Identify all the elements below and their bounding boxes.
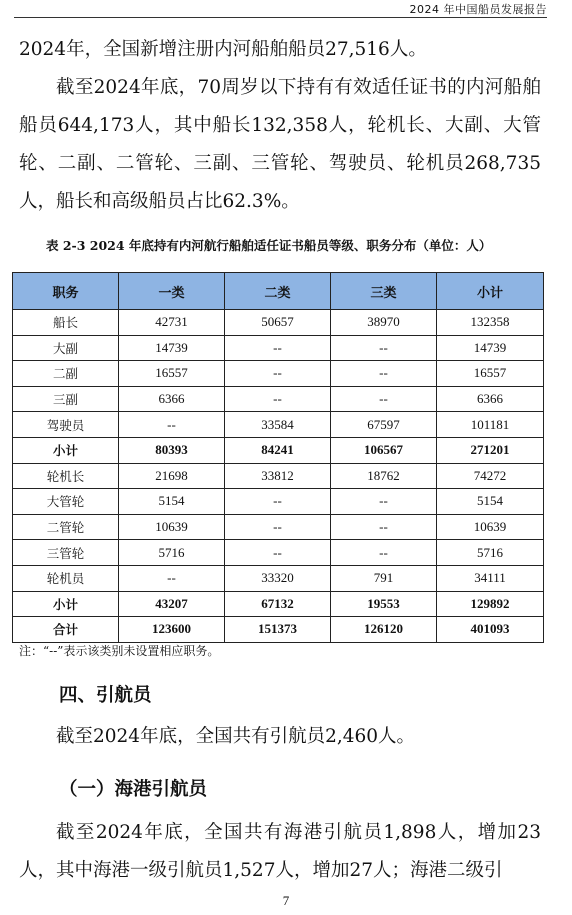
table-note: 注：“--”表示该类别未设置相应职务。: [19, 644, 220, 658]
cell-position: 三副: [13, 386, 119, 412]
cell-position: 合计: [13, 617, 119, 643]
cell-subtotal: 10639: [437, 514, 544, 540]
cell-class-2: --: [225, 540, 331, 566]
cell-class-3: 126120: [331, 617, 437, 643]
cell-class-3: --: [331, 489, 437, 515]
cell-position: 三管轮: [13, 540, 119, 566]
column-header-class-1: 一类: [119, 273, 225, 310]
cell-class-2: 33320: [225, 565, 331, 591]
cell-class-1: 14739: [119, 335, 225, 361]
cell-class-3: --: [331, 540, 437, 566]
table-row: [13, 412, 544, 438]
cell-class-2: --: [225, 514, 331, 540]
cell-class-3: --: [331, 335, 437, 361]
table-row: [13, 335, 544, 361]
cell-class-1: 5154: [119, 489, 225, 515]
cell-position: 大副: [13, 335, 119, 361]
paragraph-pilots-total: 截至2024年底，全国共有引航员2,460人。: [56, 726, 416, 747]
cell-subtotal: 129892: [437, 591, 544, 617]
cell-position: 轮机长: [13, 463, 119, 489]
cell-class-1: 42731: [119, 310, 225, 336]
cell-position: 二管轮: [13, 514, 119, 540]
table-row: [13, 310, 544, 336]
cell-class-3: --: [331, 514, 437, 540]
table-row: [13, 514, 544, 540]
table-row: [13, 565, 544, 591]
cell-class-3: 38970: [331, 310, 437, 336]
cell-class-2: --: [225, 386, 331, 412]
cell-class-1: 80393: [119, 437, 225, 463]
table-caption: 表 2-3 2024 年底持有内河航行船舶适任证书船员等级、职务分布（单位：人）: [46, 238, 492, 253]
cell-class-1: 5716: [119, 540, 225, 566]
cell-subtotal: 5154: [437, 489, 544, 515]
cell-position: 驾驶员: [13, 412, 119, 438]
cell-subtotal: 101181: [437, 412, 544, 438]
cell-class-2: 33812: [225, 463, 331, 489]
cell-class-2: 67132: [225, 591, 331, 617]
cell-subtotal: 74272: [437, 463, 544, 489]
cell-subtotal: 271201: [437, 437, 544, 463]
cell-subtotal: 401093: [437, 617, 544, 643]
cell-position: 轮机员: [13, 565, 119, 591]
cell-class-1: 10639: [119, 514, 225, 540]
cell-subtotal: 132358: [437, 310, 544, 336]
column-header-class-2: 二类: [225, 273, 331, 310]
cell-subtotal: 34111: [437, 565, 544, 591]
cell-class-3: --: [331, 361, 437, 387]
table-row: [13, 463, 544, 489]
cell-class-1: 21698: [119, 463, 225, 489]
cell-class-1: --: [119, 565, 225, 591]
paragraph-certified-crew: 截至2024年底，70周岁以下持有有效适任证书的内河船舶船员644,173人，其中船长132,358人，轮机长、大副、大管轮、二副、二管轮、三副、三管轮、驾驶员、轮机员268,735人，船长和高级船员占比62.3%。: [19, 77, 541, 212]
column-header-class-3: 三类: [331, 273, 437, 310]
crew-distribution-table: [12, 272, 544, 643]
column-header-position: 职务: [13, 273, 119, 310]
cell-class-3: 106567: [331, 437, 437, 463]
cell-position: 小计: [13, 591, 119, 617]
cell-class-3: 67597: [331, 412, 437, 438]
cell-class-3: --: [331, 386, 437, 412]
column-header-subtotal: 小计: [437, 273, 544, 310]
cell-class-1: 6366: [119, 386, 225, 412]
table-row: [13, 617, 544, 643]
cell-class-2: --: [225, 489, 331, 515]
cell-class-2: 84241: [225, 437, 331, 463]
cell-position: 船长: [13, 310, 119, 336]
cell-class-1: 123600: [119, 617, 225, 643]
cell-position: 大管轮: [13, 489, 119, 515]
table-row: [13, 386, 544, 412]
cell-class-2: 151373: [225, 617, 331, 643]
cell-class-1: 16557: [119, 361, 225, 387]
cell-class-1: 43207: [119, 591, 225, 617]
cell-subtotal: 14739: [437, 335, 544, 361]
cell-position: 小计: [13, 437, 119, 463]
cell-class-3: 19553: [331, 591, 437, 617]
cell-class-1: --: [119, 412, 225, 438]
table-row: [13, 540, 544, 566]
cell-class-2: 33584: [225, 412, 331, 438]
table-row: [13, 489, 544, 515]
table-row: [13, 591, 544, 617]
cell-subtotal: 16557: [437, 361, 544, 387]
header-title: 2024 年中国船员发展报告: [409, 3, 547, 16]
table-row: [13, 361, 544, 387]
cell-class-3: 791: [331, 565, 437, 591]
table-row: [13, 437, 544, 463]
paragraph-seaport-pilots: 截至2024年底，全国共有海港引航员1,898人，增加23人，其中海港一级引航员1,527人，增加27人；海港二级引: [19, 822, 541, 881]
cell-class-2: --: [225, 335, 331, 361]
cell-class-2: 50657: [225, 310, 331, 336]
cell-subtotal: 6366: [437, 386, 544, 412]
cell-position: 二副: [13, 361, 119, 387]
cell-subtotal: 5716: [437, 540, 544, 566]
cell-class-2: --: [225, 361, 331, 387]
running-header: [14, 0, 547, 18]
subsection-heading: （一）海港引航员: [59, 779, 208, 800]
table-header-row: [13, 273, 544, 310]
cell-class-3: 18762: [331, 463, 437, 489]
section-heading: 四、引航员: [59, 685, 152, 706]
paragraph-new-registrations: 2024年，全国新增注册内河船舶船员27,516人。: [19, 39, 427, 60]
table-body: [13, 310, 544, 643]
page-number: 7: [282, 893, 290, 908]
